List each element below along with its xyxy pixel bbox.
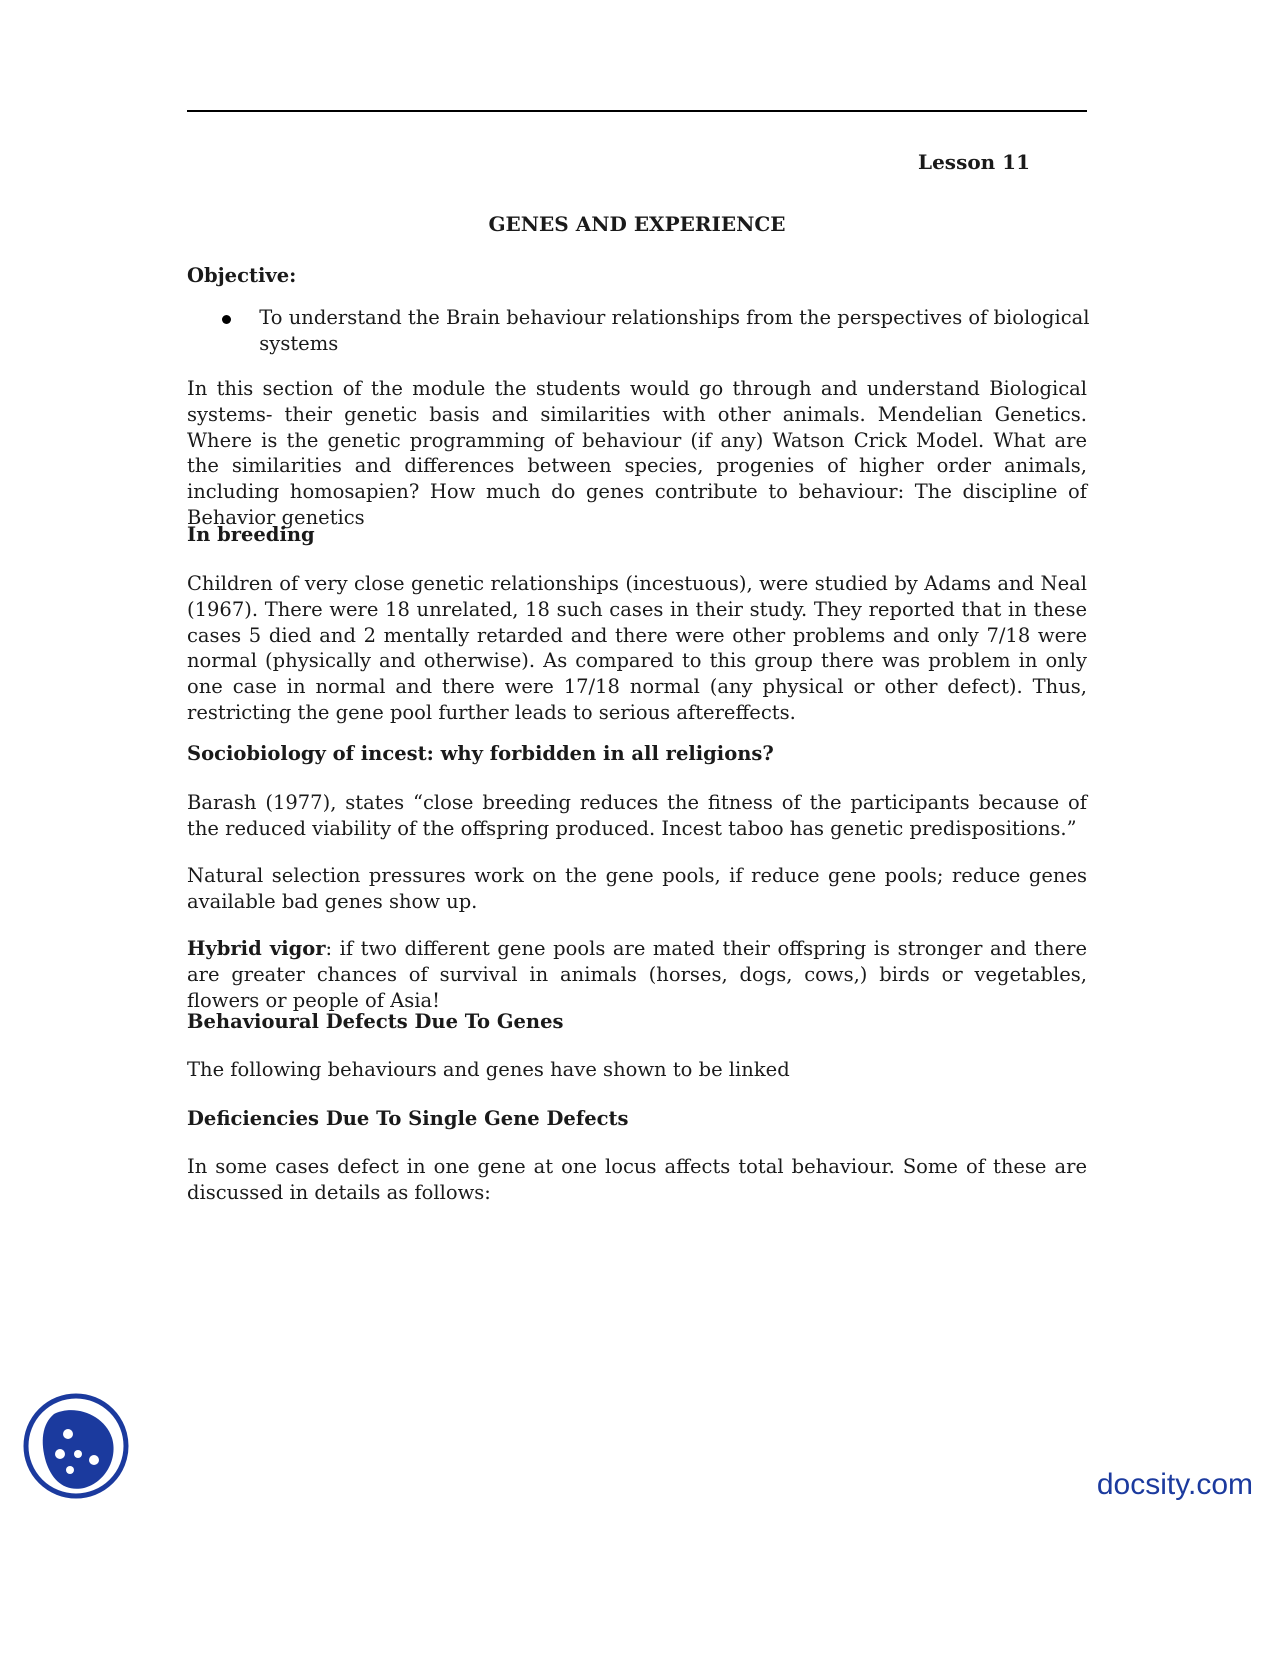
natural-selection-paragraph: Natural selection pressures work on the gene pools, if reduce gene pools; reduce genes available bad genes show up. [187,864,1087,913]
docsity-brand-link[interactable]: docsity.com [1096,1468,1253,1501]
barash-paragraph: Barash (1977), states “close breeding reduces the fitness of the participants because of the reduced viability of the offspring produced. Incest taboo has genetic predispositions.” [187,791,1087,840]
inbreeding-heading: In breeding [187,523,315,546]
intro-paragraph: In this section of the module the students would go through and understand Biological systems- their genetic basis and similarities with other animals. Mendelian Genetics. Where is the genetic programming of behaviour (if any) Watson Crick Model. What are the similarities and differences between species, progenies of higher order animals, including homosapien? How much do genes contribute to behaviour: The discipline of Behavior genetics [187,377,1087,529]
deficiencies-paragraph: In some cases defect in one gene at one locus affects total behaviour. Some of these are discussed in details as follows: [187,1155,1087,1204]
objective-bullet [222,305,1092,357]
lesson-number: Lesson 11 [918,150,1030,174]
inbreeding-paragraph: Children of very close genetic relationships (incestuous), were studied by Adams and Neal (1967). There were 18 unrelated, 18 such cases in their study. They reported that in these cases 5 died and 2 mentally retarded and there were other problems and only 7/18 were normal (physically and otherwise). As compared to this group there was problem in only one case in normal and there were 17/18 normal (any physical or other defect). Thus, restricting the gene pool further leads to serious aftereffects. [187,572,1087,724]
deficiencies-heading: Deficiencies Due To Single Gene Defects [187,1107,629,1130]
bullet-icon [222,305,259,357]
objective-heading: Objective: [187,264,297,287]
hybrid-vigor-paragraph [187,936,1087,1013]
top-rule [187,110,1087,112]
behavioural-heading: Behavioural Defects Due To Genes [187,1010,564,1033]
hybrid-vigor-term: Hybrid vigor [187,937,326,960]
page-title: GENES AND EXPERIENCE [488,212,786,236]
sociobiology-heading: Sociobiology of incest: why forbidden in all religions? [187,742,774,765]
docsity-logo-icon[interactable] [22,1392,130,1500]
behavioural-paragraph: The following behaviours and genes have shown to be linked [187,1058,790,1081]
hybrid-vigor-text: : if two different gene pools are mated their offspring is stronger and there are greater chances of survival in animals (horses, dogs, cows,) birds or vegetables, flowers or people of Asia! [187,937,1087,1012]
objective-bullet-text: To understand the Brain behaviour relationships from the perspectives of biological systems [259,306,1090,355]
